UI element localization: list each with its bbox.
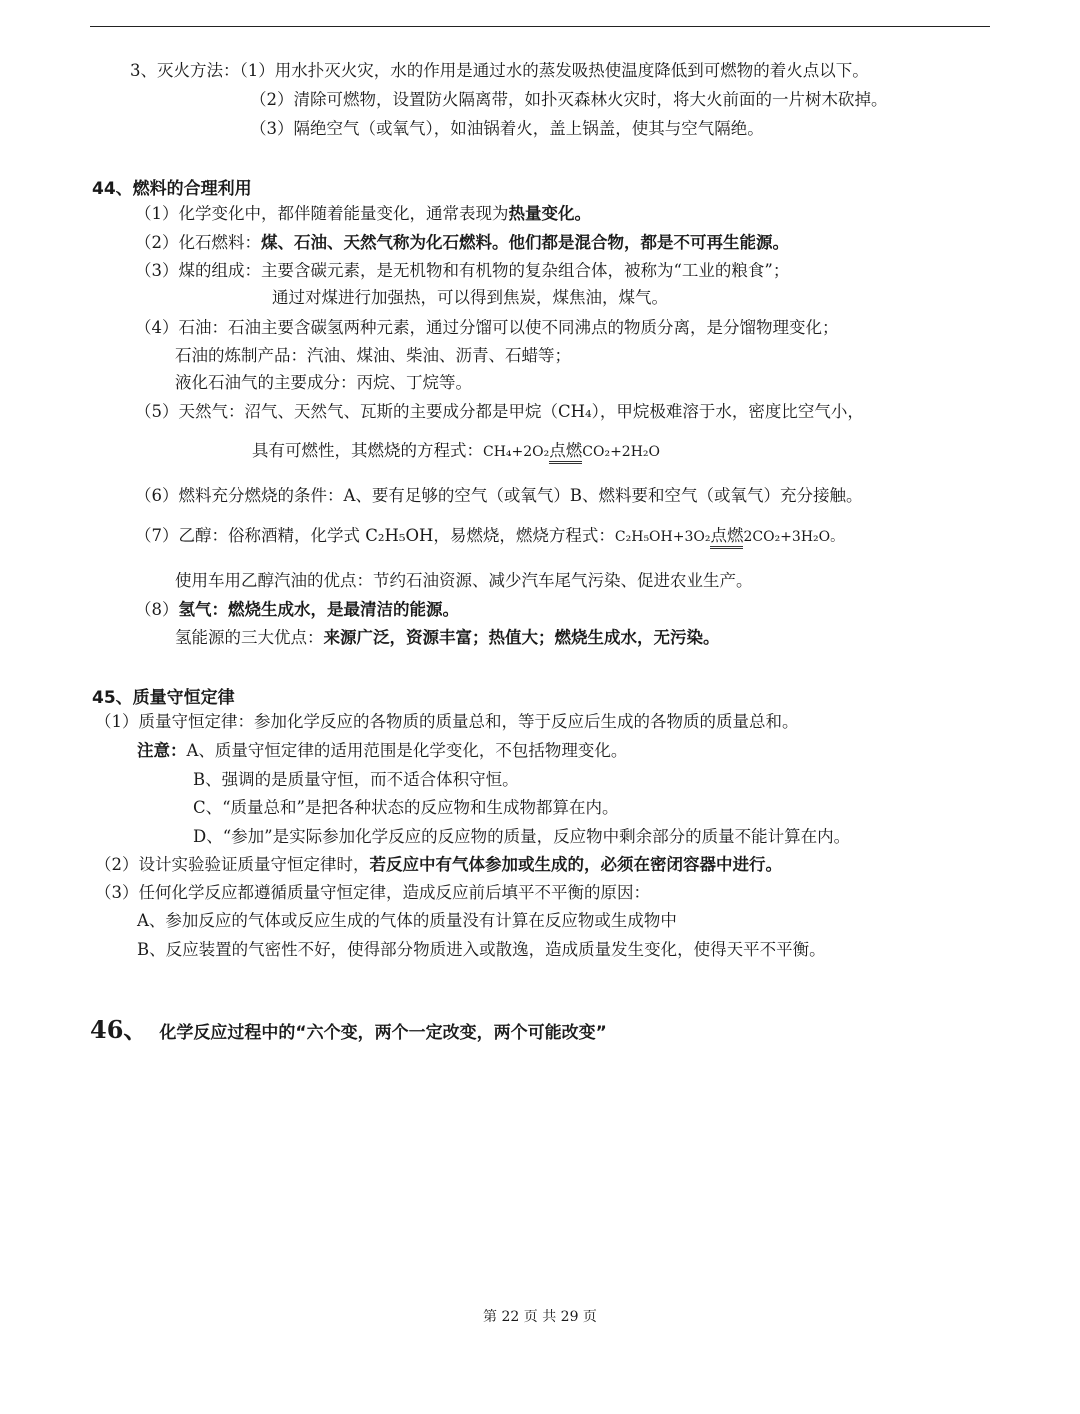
fuel-item-8-bold: 氢气：燃烧生成水，是最清洁的能源。: [178, 600, 459, 619]
section-44-heading: 44、燃料的合理利用: [92, 179, 252, 199]
section-45-heading: 45、质量守恒定律: [92, 688, 235, 708]
ethanol-equation-products: 2CO₂+3H₂O。: [743, 529, 845, 545]
mass-note-d: D、“参加”是实际参加化学反应的反应物的质量，反应物中剩余部分的质量不能计算在内。: [193, 827, 851, 846]
mass-note-b: B、强调的是质量守恒，而不适合体积守恒。: [193, 770, 519, 789]
fuel-item-2-label: （2）化石燃料：: [135, 233, 261, 252]
fuel-item-2-bold: 煤、石油、天然气称为化石燃料。他们都是混合物，都是不可再生能源。: [261, 233, 789, 252]
hydrogen-advantages-label: 氢能源的三大优点：: [175, 628, 324, 647]
fuel-item-8: [135, 599, 459, 621]
fuel-item-5-line-2: [252, 440, 660, 463]
note-a-text: A、质量守恒定律的适用范围是化学变化，不包括物理变化。: [186, 741, 628, 760]
extinguish-line-2: （2）清除可燃物，设置防火隔离带，如扑灭森林火灾时，将大火前面的一片树木砍掉。: [250, 90, 888, 109]
mass-item-2-bold: 若反应中有气体参加或生成的，必须在密闭容器中进行。: [369, 855, 782, 874]
methane-equation-intro: 具有可燃性，其燃烧的方程式：: [252, 441, 483, 460]
methane-equation-products: CO₂+2H₂O: [582, 444, 661, 460]
mass-item-2-text: （2）设计实验验证质量守恒定律时，: [95, 855, 370, 874]
methane-equation-condition: 点燃: [549, 441, 582, 464]
fuel-item-1: [135, 203, 591, 225]
fuel-item-1-text: （1）化学变化中，都伴随着能量变化，通常表现为: [135, 204, 509, 223]
fuel-item-8-number: （8）: [135, 600, 179, 619]
fuel-item-1-bold: 热量变化。: [508, 204, 591, 223]
note-label: 注意：: [137, 741, 187, 760]
fuel-item-3-line-1: （3）煤的组成：主要含碳元素，是无机物和有机物的复杂组合体，被称为“工业的粮食”；: [135, 261, 790, 280]
mass-item-3: （3）任何化学反应都遵循质量守恒定律，造成反应前后填平不平衡的原因：: [95, 883, 650, 902]
extinguish-line-3: （3）隔绝空气（或氧气），如油锅着火，盖上锅盖，使其与空气隔绝。: [250, 119, 764, 138]
mass-note-a: [137, 740, 627, 762]
hydrogen-advantages-bold: 来源广泛，资源丰富；热值大；燃烧生成水，无污染。: [323, 628, 720, 647]
mass-item-3-b: B、反应装置的气密性不好，使得部分物质进入或散逸，造成质量发生变化，使得天平不平衡。: [137, 940, 826, 959]
mass-item-2: [95, 854, 782, 876]
fuel-item-3-line-2: 通过对煤进行加强热，可以得到焦炭，煤焦油，煤气。: [272, 288, 668, 307]
fuel-item-2: [135, 232, 789, 254]
section-46-number: 46、: [90, 1015, 148, 1044]
section-46-heading: [90, 1010, 607, 1045]
hydrogen-advantages: [175, 627, 720, 649]
fuel-item-4-line-2: 石油的炼制产品：汽油、煤油、柴油、沥青、石蜡等；: [175, 346, 571, 365]
fuel-item-4-line-3: 液化石油气的主要成分：丙烷、丁烷等。: [175, 373, 472, 392]
page-footer: 第 22 页 共 29 页: [483, 1309, 597, 1325]
mass-item-3-a: A、参加反应的气体或反应生成的气体的质量没有计算在反应物或生成物中: [137, 911, 677, 930]
ethanol-intro: （7）乙醇：俗称酒精，化学式 C₂H₅OH，易燃烧，燃烧方程式：: [135, 526, 615, 545]
methane-equation-reactants: CH₄+2O₂: [483, 444, 550, 460]
fuel-item-7: [135, 525, 844, 548]
ethanol-equation-reactants: C₂H₅OH+3O₂: [614, 529, 711, 545]
section-46-title: 化学反应过程中的“六个变，两个一定改变，两个可能改变”: [159, 1023, 607, 1043]
fuel-item-5-line-1: （5）天然气：沼气、天然气、瓦斯的主要成分都是甲烷（CH₄），甲烷极难溶于水，密度比空气小，: [135, 402, 864, 421]
ethanol-advantages: 使用车用乙醇汽油的优点：节约石油资源、减少汽车尾气污染、促进农业生产。: [175, 571, 753, 590]
fuel-item-6: （6）燃料充分燃烧的条件：A、要有足够的空气（或氧气）B、燃料要和空气（或氧气）充分接触。: [135, 486, 863, 505]
top-rule: [90, 26, 990, 27]
extinguish-line-1: 3、灭火方法：（1）用水扑灭火灾，水的作用是通过水的蒸发吸热使温度降低到可燃物的着火点以下。: [130, 61, 869, 80]
mass-note-c: C、“质量总和”是把各种状态的反应物和生成物都算在内。: [193, 798, 619, 817]
ethanol-equation-condition: 点燃: [710, 526, 743, 549]
fuel-item-4-line-1: （4）石油：石油主要含碳氢两种元素，通过分馏可以使不同沸点的物质分离，是分馏物理变化；: [135, 318, 839, 337]
mass-item-1: （1）质量守恒定律：参加化学反应的各物质的质量总和，等于反应后生成的各物质的质量总和。: [95, 712, 799, 731]
